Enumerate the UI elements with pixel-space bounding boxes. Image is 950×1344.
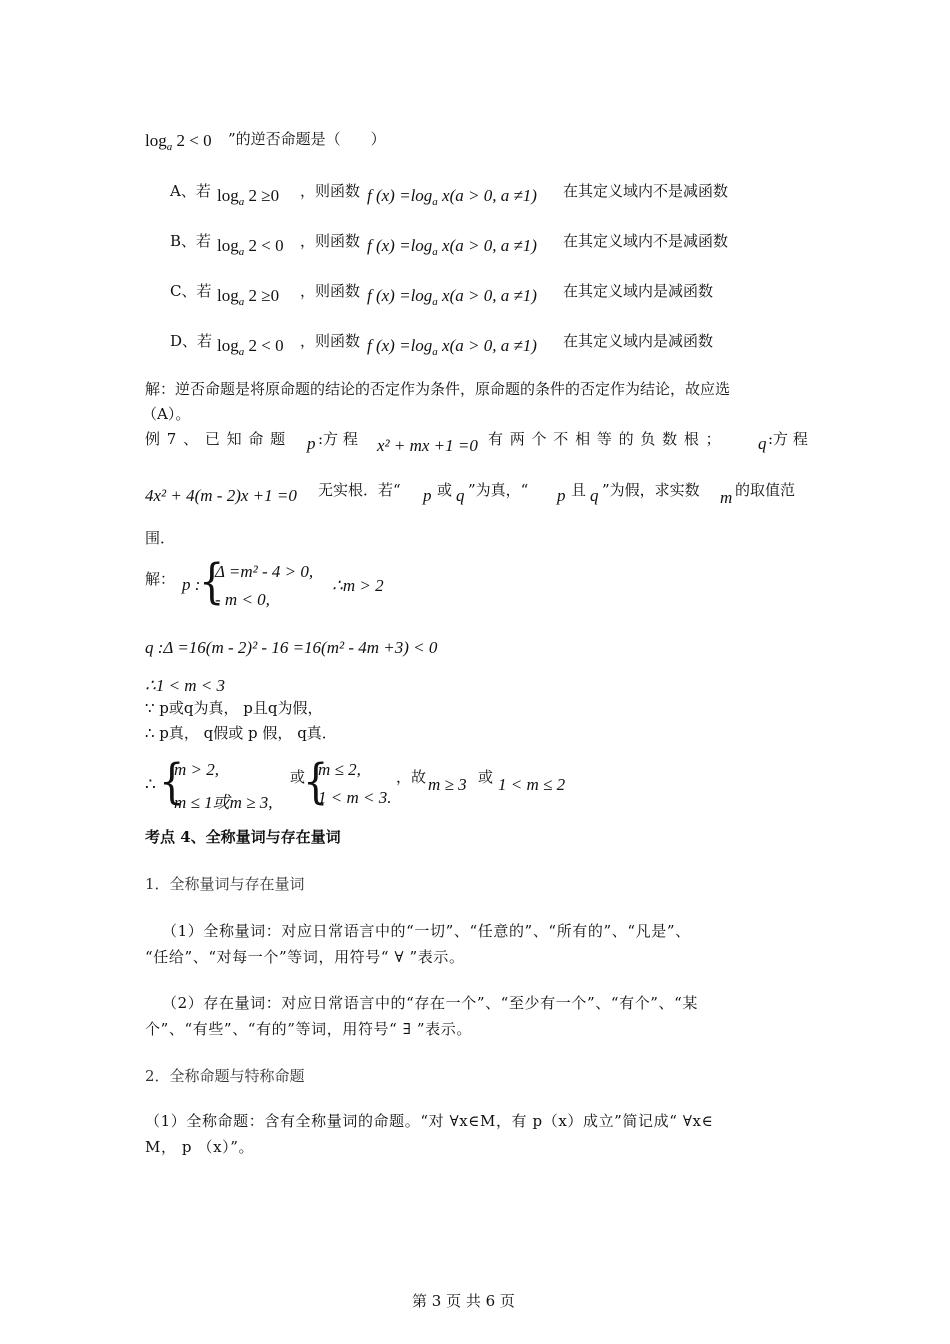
- range-line: ∴1 < m < 3: [145, 676, 226, 695]
- example-7-text: 无实根．若“: [318, 481, 401, 499]
- option-a-end: 在其定义域内不是减函数: [563, 182, 729, 200]
- system-line-2: - m < 0,: [215, 590, 270, 609]
- math-sub: a: [238, 196, 245, 208]
- math: x(a > 0, a ≠1): [437, 236, 537, 255]
- final-range: m ≥ 3: [428, 775, 467, 794]
- var-p: p: [307, 434, 316, 453]
- math: f (x) =log: [367, 186, 433, 205]
- math-sub: a: [238, 346, 245, 358]
- var-m: m: [720, 488, 733, 507]
- example-7-text: 的取值范: [735, 481, 796, 499]
- math: x(a > 0, a ≠1): [437, 186, 537, 205]
- math: log: [145, 131, 167, 150]
- option-d-label: D、若: [170, 332, 213, 350]
- math-sub: a: [238, 246, 245, 258]
- var-p: p: [557, 486, 566, 505]
- equation-2: 4x² + 4(m - 2)x +1 =0: [145, 486, 297, 505]
- math: 2 < 0: [244, 236, 284, 255]
- system-line-2: 1 < m < 3.: [318, 788, 392, 807]
- brace-icon: {: [199, 554, 225, 610]
- page-footer: 第 3 页 共 6 页: [412, 1292, 515, 1310]
- result-m: ∴m > 2: [332, 576, 384, 595]
- math: 2 ≥0: [244, 186, 280, 205]
- paragraph: M， p （x）”。: [145, 1138, 255, 1156]
- solution-label: 解：: [145, 570, 176, 588]
- example-7-text: 且: [571, 481, 587, 499]
- math: x(a > 0, a ≠1): [437, 286, 537, 305]
- intro-line: [145, 131, 212, 153]
- intro-text: ”的逆否命题是（ ）: [228, 130, 386, 148]
- option-d-cond: [217, 336, 284, 358]
- math: f (x) =log: [367, 286, 433, 305]
- brace-icon: {: [159, 754, 185, 810]
- math: log: [217, 336, 239, 355]
- math: log: [217, 286, 239, 305]
- final-range: 1 < m ≤ 2: [498, 775, 566, 794]
- solution-text: 解：逆否命题是将原命题的结论的否定作为条件，原命题的条件的否定作为结论，故应选: [145, 380, 731, 398]
- brace-icon: {: [303, 754, 329, 810]
- subsection-title: 2．全称命题与特称命题: [145, 1067, 305, 1085]
- paragraph: （1）全称量词：对应日常语言中的“一切”、“任意的”、“所有的”、“凡是”、: [162, 922, 691, 940]
- option-c-func: [367, 286, 537, 308]
- math: log: [217, 186, 239, 205]
- subsection-title: 1．全称量词与存在量词: [145, 875, 305, 893]
- option-a-cond: [217, 186, 279, 208]
- or-text: 或: [478, 768, 494, 786]
- option-c-mid: ，则函数: [300, 282, 361, 300]
- option-a-label: A、若: [170, 182, 211, 200]
- math-sub: a: [432, 246, 438, 258]
- or-text: 或: [290, 768, 306, 786]
- option-a-func: [367, 186, 537, 208]
- option-b-end: 在其定义域内不是减函数: [563, 232, 729, 250]
- math-sub: a: [238, 296, 245, 308]
- var-p: p: [423, 486, 432, 505]
- example-7-text: 围．: [145, 529, 176, 547]
- example-7-text: :方 程: [318, 430, 358, 448]
- therefore-symbol: ∴: [145, 775, 156, 794]
- math-sub: a: [166, 141, 173, 153]
- var-p: p :: [182, 575, 201, 594]
- math-sub: a: [432, 346, 438, 358]
- system-line-1: Δ =m² - 4 > 0,: [215, 562, 314, 581]
- paragraph: “任给”、“对每一个”等词，用符号“ ∀ ”表示。: [145, 948, 465, 966]
- system-line-2: m ≤ 1或m ≥ 3,: [174, 793, 273, 812]
- option-b-func: [367, 236, 537, 258]
- paragraph: （1）全称命题：含有全称量词的命题。“对 ∀x∈M，有 p（x）成立”简记成“ ∀x∈: [145, 1112, 714, 1130]
- option-c-cond: [217, 286, 279, 308]
- var-q: q: [590, 486, 599, 505]
- option-b-mid: ，则函数: [300, 232, 361, 250]
- option-d-func: [367, 336, 537, 358]
- math: log: [217, 236, 239, 255]
- math: f (x) =log: [367, 236, 433, 255]
- paragraph: 个”、“有些”、“有的”等词，用符号“ ∃ ”表示。: [145, 1020, 472, 1038]
- example-7-text: :方 程: [768, 430, 808, 448]
- reason-line: ∵ p或q为真， p且q为假，: [145, 699, 323, 717]
- option-c-end: 在其定义域内是减函数: [563, 282, 714, 300]
- option-b-label: B、若: [170, 232, 212, 250]
- example-7-intro: 例 7 、 已 知 命 题: [145, 430, 287, 448]
- system-line-1: m ≤ 2,: [318, 760, 361, 779]
- reason-line: ∴ p真， q假或 p 假， q真．: [145, 724, 337, 742]
- example-7-text: ”为真，“: [468, 481, 529, 499]
- option-d-mid: ，则函数: [300, 332, 361, 350]
- math: 2 < 0: [244, 336, 284, 355]
- math: f (x) =log: [367, 336, 433, 355]
- option-d-end: 在其定义域内是减函数: [563, 332, 714, 350]
- option-b-cond: [217, 236, 284, 258]
- solution-answer: （A）。: [142, 405, 191, 423]
- example-7-text: 有 两 个 不 相 等 的 负 数 根 ；: [488, 430, 722, 448]
- example-7-text: ”为假，求实数: [602, 481, 700, 499]
- math-sub: a: [432, 296, 438, 308]
- var-q: q: [456, 486, 465, 505]
- system-line-1: m > 2,: [174, 760, 219, 779]
- math-sub: a: [432, 196, 438, 208]
- var-q: q: [758, 434, 767, 453]
- equation-1: x² + mx +1 =0: [377, 436, 478, 455]
- math: x(a > 0, a ≠1): [437, 336, 537, 355]
- math: 2 ≥0: [244, 286, 280, 305]
- option-c-label: C、若: [170, 282, 212, 300]
- option-a-mid: ，则函数: [300, 182, 361, 200]
- math: 2 < 0: [172, 131, 212, 150]
- paragraph: （2）存在量词：对应日常语言中的“存在一个”、“至少有一个”、“有个”、“某: [162, 994, 699, 1012]
- section-heading: 考点 4、全称量词与存在量词: [145, 828, 341, 846]
- gu-text: ，故: [396, 768, 427, 786]
- q-line: q :Δ =16(m - 2)² - 16 =16(m² - 4m +3) < 0: [145, 638, 438, 657]
- example-7-text: 或: [437, 481, 453, 499]
